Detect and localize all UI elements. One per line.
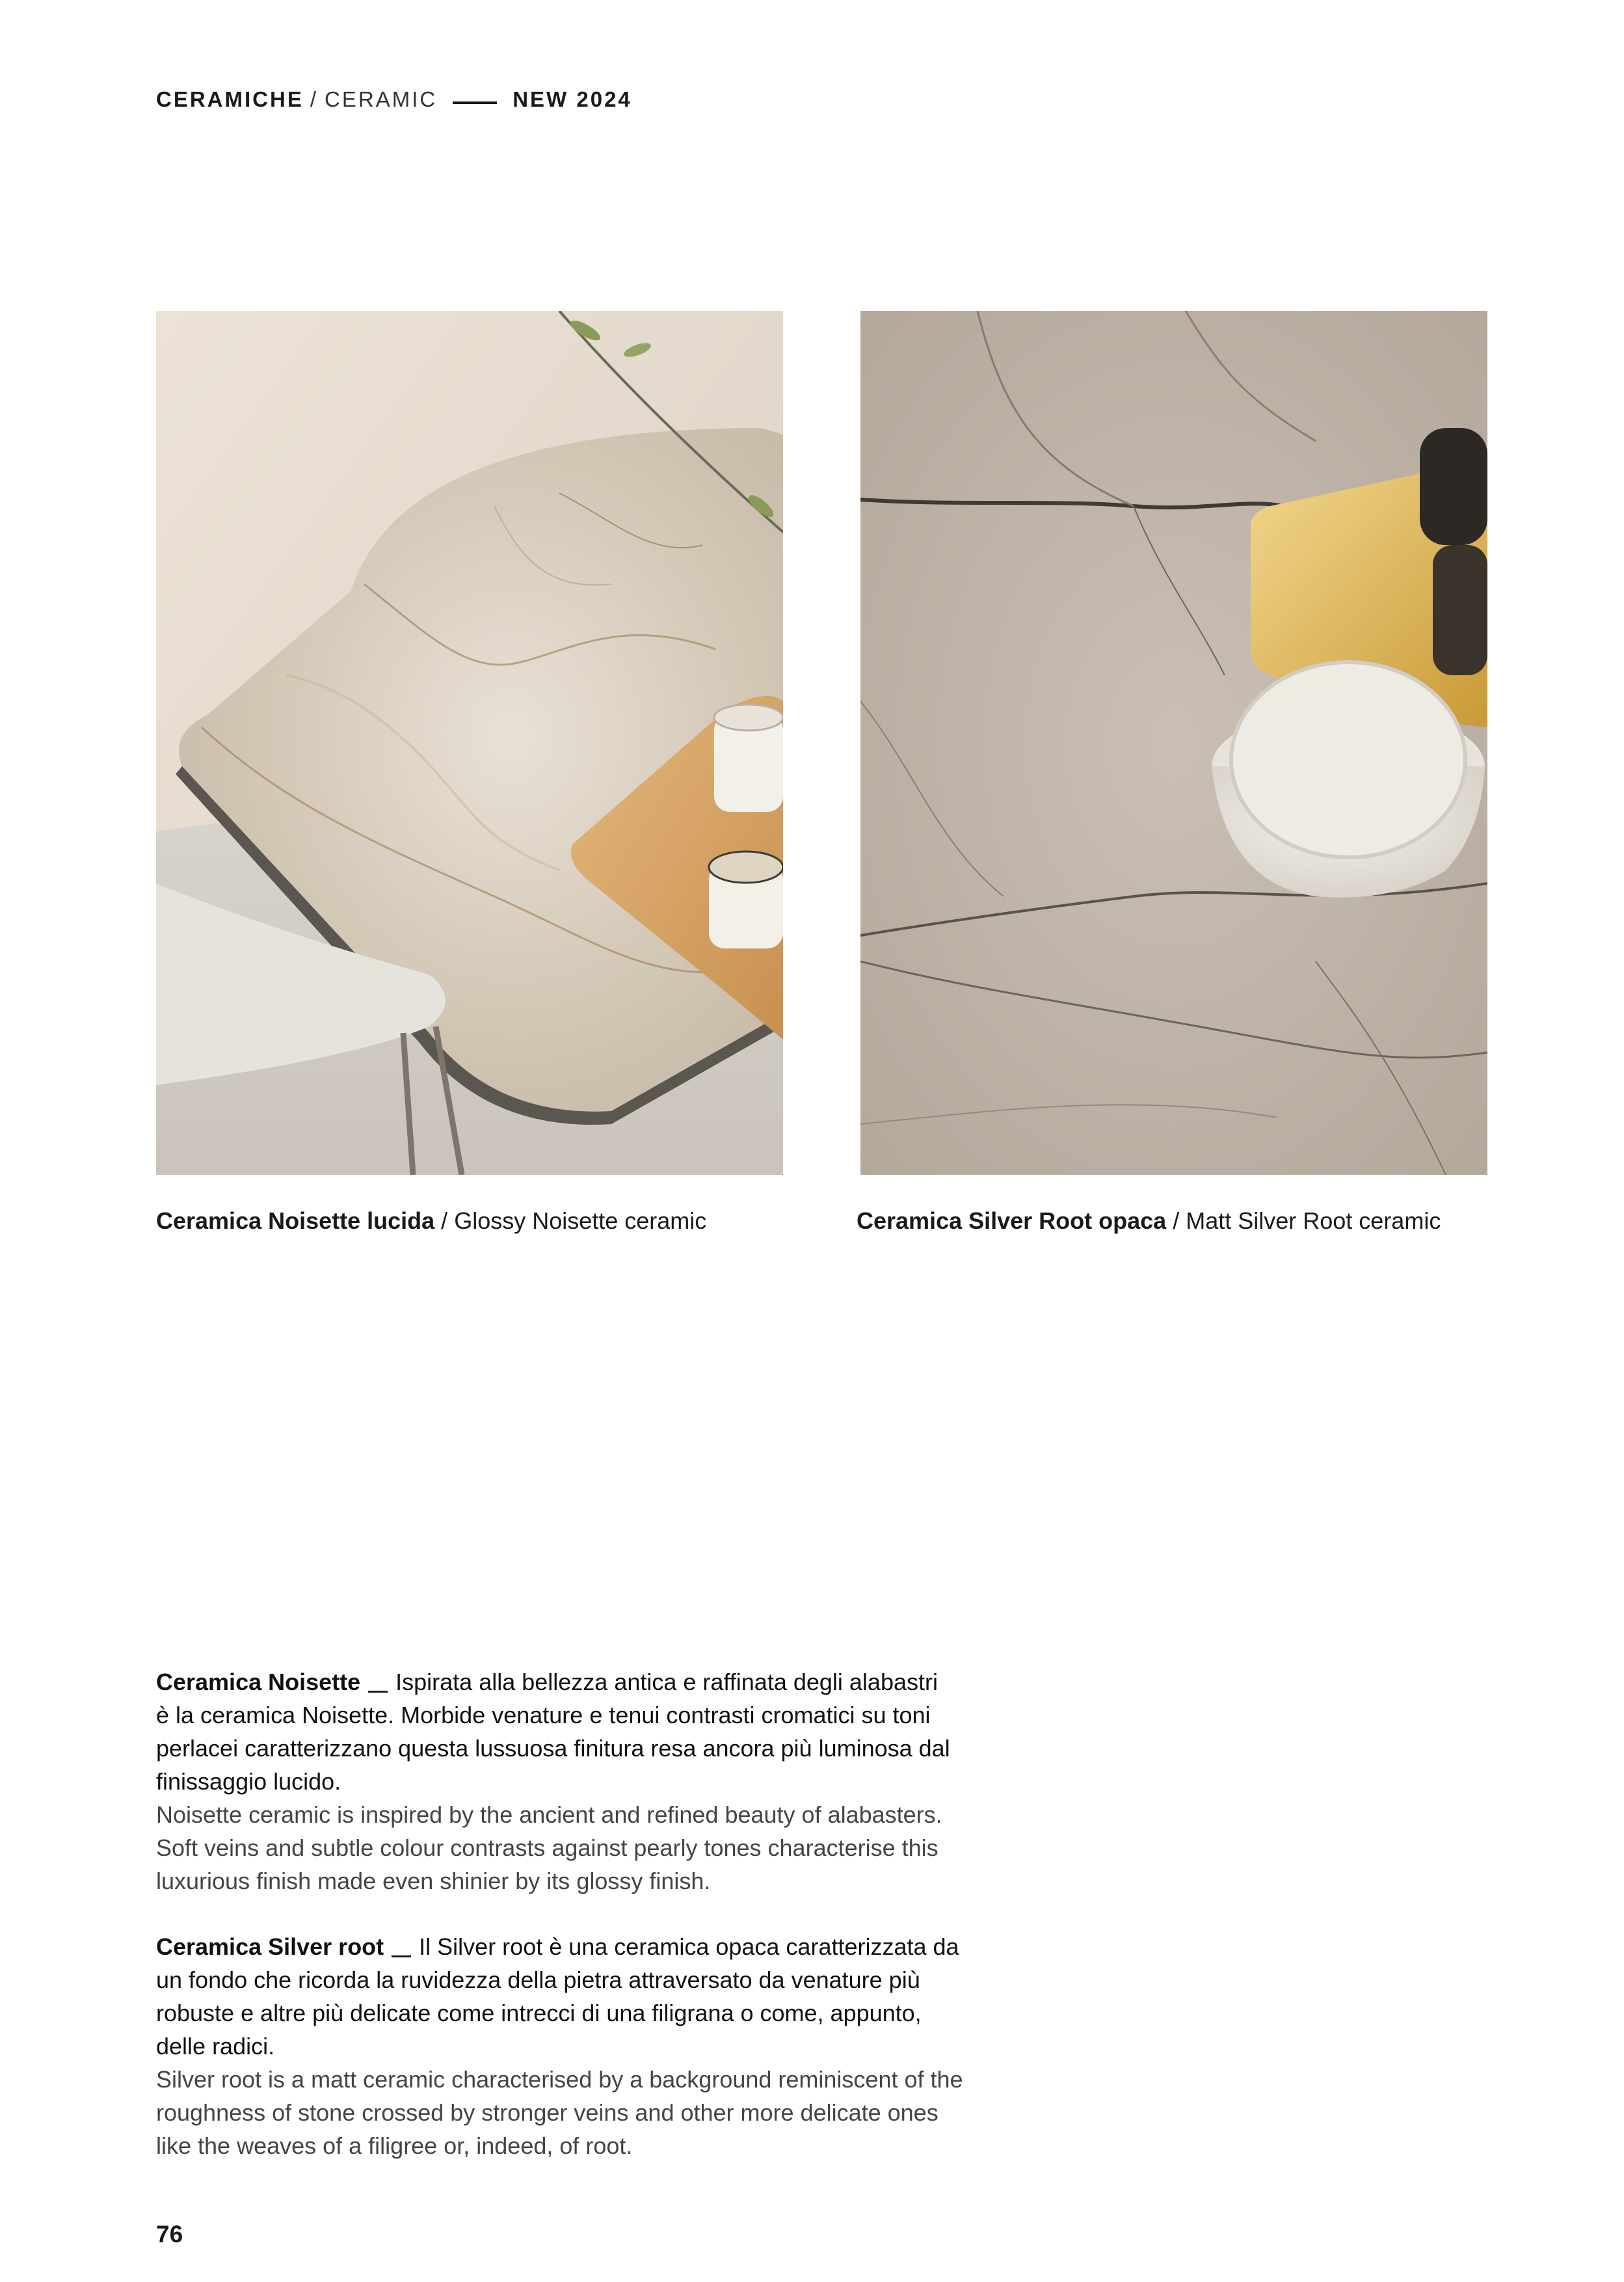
photo-caption-noisette bbox=[156, 1207, 706, 1235]
description-noisette bbox=[156, 1665, 1041, 1898]
english-text: roughness of stone crossed by stronger veins and other more delicate ones bbox=[156, 2099, 938, 2126]
english-text: like the weaves of a filigree or, indeed, of root. bbox=[156, 2132, 633, 2159]
italian-text: Il Silver root è una ceramica opaca caratterizzata da bbox=[419, 1933, 959, 1960]
caption-separator: / bbox=[1166, 1207, 1186, 1234]
photo-caption-silver-root bbox=[857, 1207, 1441, 1235]
description-title: Ceramica Silver root bbox=[156, 1933, 384, 1960]
section-title-it: CERAMICHE bbox=[156, 87, 304, 111]
header-divider bbox=[453, 101, 497, 104]
caption-subtitle: Glossy Noisette ceramic bbox=[454, 1207, 707, 1234]
italian-text: delle radici. bbox=[156, 2033, 275, 2060]
section-title-en: CERAMIC bbox=[325, 87, 438, 111]
edition-label: NEW 2024 bbox=[512, 87, 632, 111]
silver-root-table-photo bbox=[860, 311, 1487, 1175]
italian-text: Ispirata alla bellezza antica e raffinata degli alabastri bbox=[395, 1669, 938, 1695]
title-dash bbox=[368, 1691, 388, 1693]
caption-subtitle: Matt Silver Root ceramic bbox=[1186, 1207, 1441, 1234]
italian-text: finissaggio lucido. bbox=[156, 1768, 341, 1795]
description-title: Ceramica Noisette bbox=[156, 1669, 361, 1695]
english-text: Silver root is a matt ceramic characterised by a background reminiscent of the bbox=[156, 2066, 963, 2093]
english-text: Noisette ceramic is inspired by the ancient and refined beauty of alabasters. bbox=[156, 1801, 942, 1828]
english-text: Soft veins and subtle colour contrasts against pearly tones characterise this bbox=[156, 1834, 938, 1861]
description-silver-root bbox=[156, 1930, 1041, 2162]
caption-title: Ceramica Noisette lucida bbox=[156, 1207, 435, 1234]
noisette-table-photo bbox=[156, 311, 783, 1175]
page-header bbox=[156, 87, 632, 112]
page-number: 76 bbox=[156, 2221, 183, 2248]
description-line bbox=[156, 1665, 1041, 1698]
english-text: luxurious finish made even shinier by its glossy finish. bbox=[156, 1868, 711, 1894]
italian-text: robuste e altre più delicate come intrecci di una filigrana o come, appunto, bbox=[156, 2000, 922, 2026]
italian-text: perlacei caratterizzano questa lussuosa finitura resa ancora più luminosa dal bbox=[156, 1735, 950, 1762]
caption-title: Ceramica Silver Root opaca bbox=[857, 1207, 1167, 1234]
caption-separator: / bbox=[434, 1207, 455, 1234]
italian-text: un fondo che ricorda la ruvidezza della pietra attraversato da venature più bbox=[156, 1967, 920, 1993]
italian-text: è la ceramica Noisette. Morbide venature e tenui contrasti cromatici su toni bbox=[156, 1702, 931, 1728]
section-slash: / bbox=[310, 87, 319, 111]
description-line bbox=[156, 1930, 1041, 1963]
title-dash bbox=[392, 1955, 411, 1957]
